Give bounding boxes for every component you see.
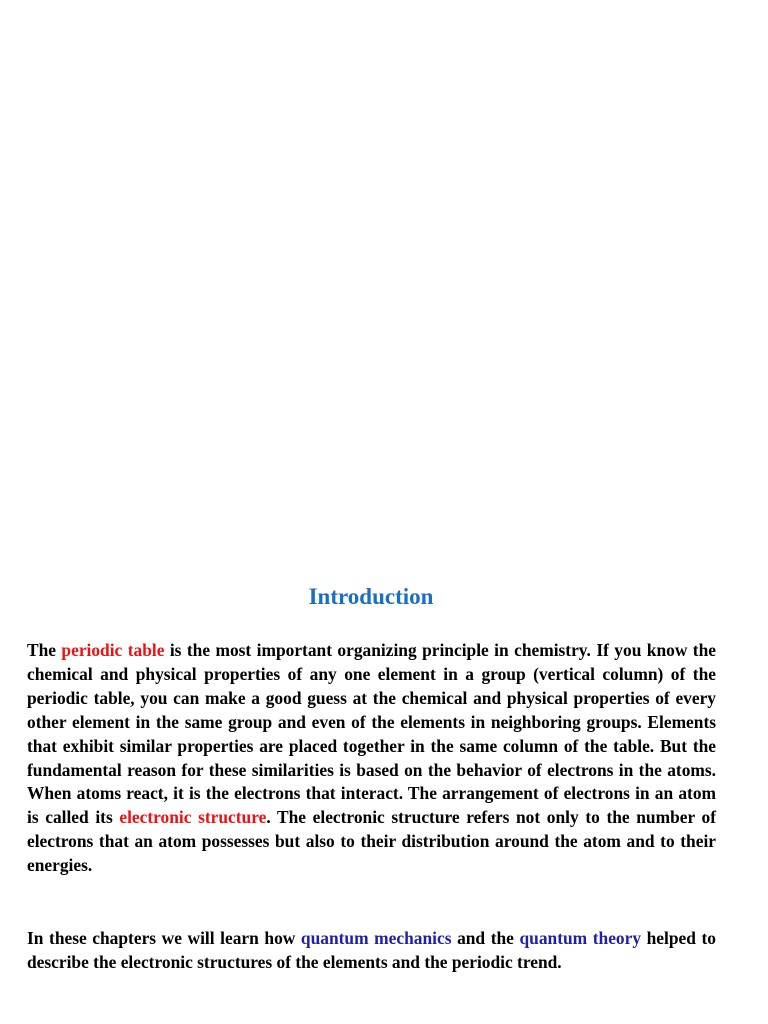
text-segment: In these chapters we will learn how — [27, 928, 301, 948]
intro-paragraph-2 — [27, 927, 716, 975]
term-quantum-mechanics: quantum mechanics — [300, 928, 452, 948]
page-title: Introduction — [308, 584, 434, 609]
term-quantum-theory: quantum theory — [519, 928, 642, 948]
text-segment: helped to describe the electronic structures of the elements and the periodic trend. — [27, 928, 716, 972]
text-segment: is the most important organizing principle in chemistry. If you know the chemical and physical properties of any one element in a group (vertical column) of the periodic table, you can make a good guess at the chemical and physical properties of every other element in the same group and even of the elements in neighboring groups. Elements that exhibit similar properties are placed together in the same column of the table. But the fundamental reason for these similarities is based on the behavior of electrons in the atoms. When atoms react, it is the electrons that interact. The arrangement of electrons in an atom is called its — [27, 640, 716, 828]
term-periodic-table: periodic table — [61, 640, 165, 660]
intro-paragraph-1 — [27, 639, 716, 878]
text-segment: and the — [451, 928, 520, 948]
text-segment: . The electronic structure refers not only to the number of electrons that an atom possesses but also to their distribution around the atom and to their energies. — [27, 807, 716, 876]
text-segment: The — [27, 640, 62, 660]
term-electronic-structure: electronic structure — [119, 807, 267, 828]
